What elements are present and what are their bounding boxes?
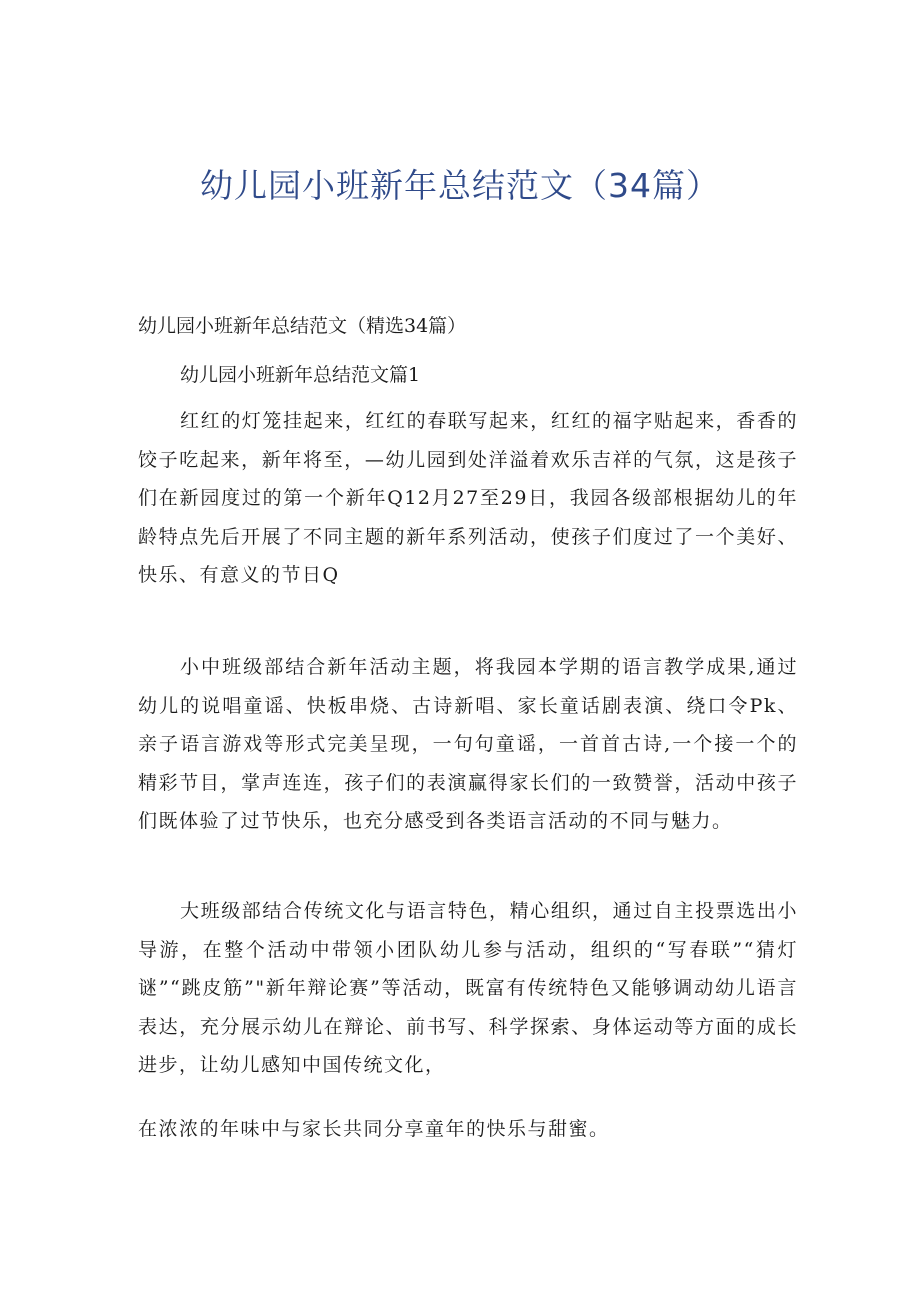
paragraph-3: 大班级部结合传统文化与语言特色，精心组织，通过自主投票选出小导游，在整个活动中带领小团队幼儿参与活动，组织的“写春联”“猜灯谜”“跳皮筋”"新年辩论赛”等活动，既富有传统特色又能够调动幼儿语言表达，充分展示幼儿在辩论、前书写、科学探索、身体运动等方面的成长进步，让幼儿感知中国传统文化，	[138, 900, 798, 1076]
section-heading: 幼儿园小班新年总结范文篇1	[180, 364, 421, 386]
document-title: 幼儿园小班新年总结范文（34篇）	[200, 166, 720, 205]
document-subtitle: 幼儿园小班新年总结范文（精选34篇）	[138, 315, 467, 337]
paragraph-4: 在浓浓的年味中与家长共同分享童年的快乐与甜蜜。	[138, 1118, 610, 1140]
paragraph-2: 小中班级部结合新年活动主题，将我园本学期的语言教学成果,通过幼儿的说唱童谣、快板串烧、古诗新唱、家长童话剧表演、绕口令Pk、亲子语言游戏等形式完美呈现，一句句童谣，一首首古诗,一个接一个的精彩节目，掌声连连，孩子们的表演赢得家长们的一致赞誉，活动中孩子们既体验了过节快乐，也充分感受到各类语言活动的不同与魅力。	[138, 656, 798, 832]
paragraph-1: 红红的灯笼挂起来，红红的春联写起来，红红的福字贴起来，香香的饺子吃起来，新年将至，—幼儿园到处洋溢着欢乐吉祥的气氛，这是孩子们在新园度过的第一个新年Q12月27至29日，我园各级部根据幼儿的年龄特点先后开展了不同主题的新年系列活动，使孩子们度过了一个美好、快乐、有意义的节日Q	[138, 410, 798, 586]
